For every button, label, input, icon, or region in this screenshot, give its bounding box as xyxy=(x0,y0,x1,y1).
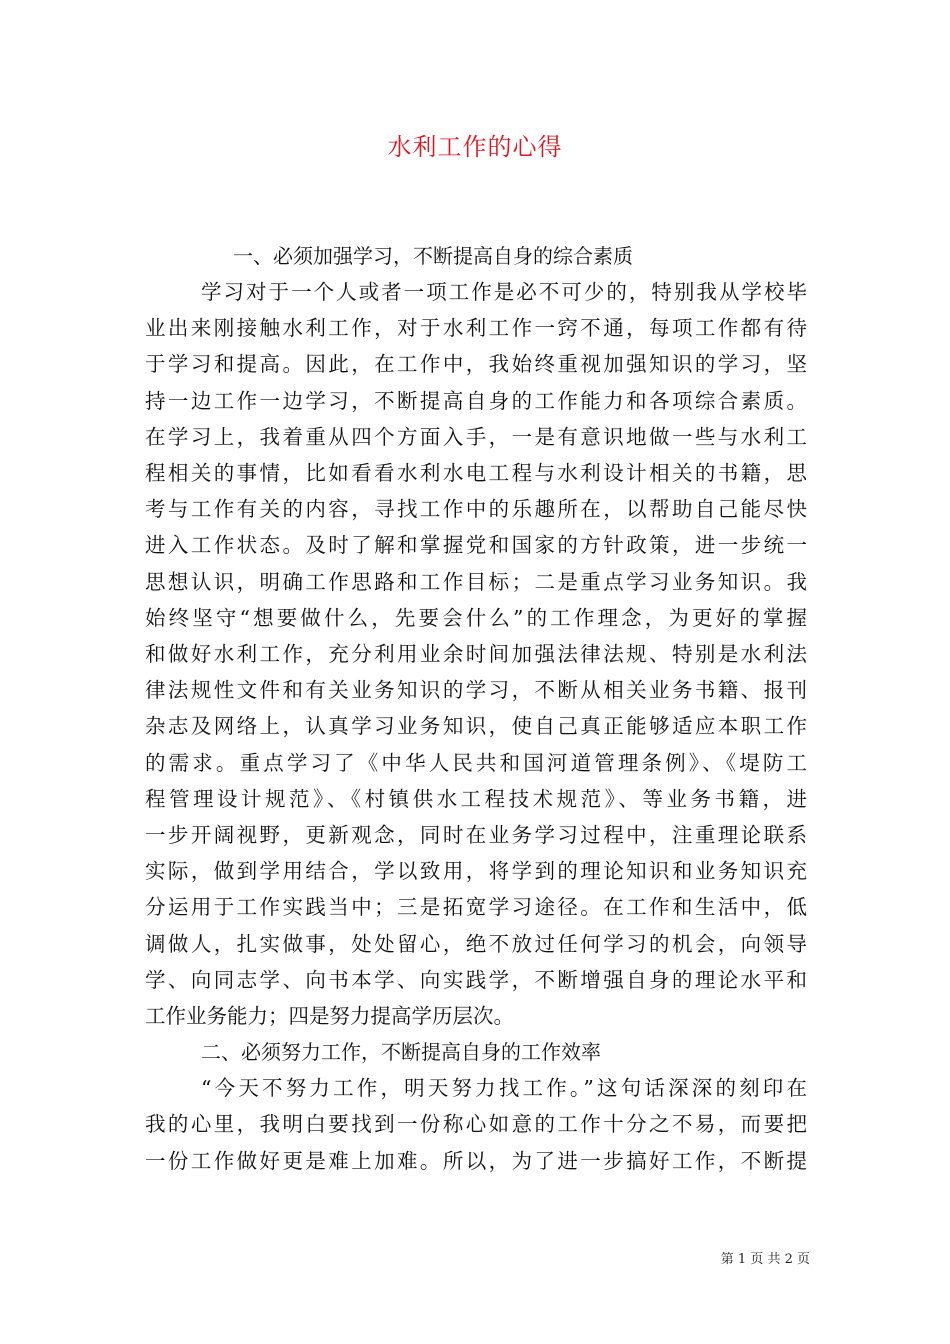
section-2-paragraph xyxy=(145,1070,807,1179)
paragraph-line: 分运用于工作实践当中；三是拓宽学习途径。在工作和生活中，低 xyxy=(145,895,807,920)
paragraph-line: “今天不努力工作，明天努力找工作。”这句话深深的刻印在 xyxy=(201,1076,807,1101)
paragraph-line: 调做人，扎实做事，处处留心，绝不放过任何学习的机会，向领导 xyxy=(145,931,807,956)
document-title: 水利工作的心得 xyxy=(387,133,563,161)
paragraph-line: 我的心里，我明白要找到一份称心如意的工作十分之不易，而要把 xyxy=(145,1112,807,1137)
paragraph-line: 思想认识，明确工作思路和工作目标；二是重点学习业务知识。我 xyxy=(145,569,807,594)
paragraph-line: 于学习和提高。因此，在工作中，我始终重视加强知识的学习，坚 xyxy=(145,352,807,377)
paragraph-line: 杂志及网络上，认真学习业务知识，使自己真正能够适应本职工作 xyxy=(145,714,807,739)
page-number-footer: 第 1 页 共 2 页 xyxy=(720,1252,810,1267)
document-body xyxy=(145,238,807,1179)
paragraph-line: 的需求。重点学习了《中华人民共和国河道管理条例》、《堤防工 xyxy=(145,750,807,775)
paragraph-line: 一份工作做好更是难上加难。所以，为了进一步搞好工作，不断提 xyxy=(145,1148,807,1173)
paragraph-line: 学习对于一个人或者一项工作是必不可少的，特别我从学校毕 xyxy=(201,280,807,304)
paragraph-line: 律法规性文件和有关业务知识的学习，不断从相关业务书籍、报刊 xyxy=(145,678,807,703)
paragraph-line: 学、向同志学、向书本学、向实践学，不断增强自身的理论水平和 xyxy=(145,967,807,992)
paragraph-line: 进入工作状态。及时了解和掌握党和国家的方针政策，进一步统一 xyxy=(145,533,807,558)
section-heading-2: 二、必须努力工作，不断提高自身的工作效率 xyxy=(201,1040,601,1065)
paragraph-line: 持一边工作一边学习，不断提高自身的工作能力和各项综合素质。 xyxy=(145,388,807,413)
section-1-paragraph xyxy=(145,274,807,1034)
paragraph-line: 工作业务能力；四是努力提高学历层次。 xyxy=(145,1004,514,1029)
paragraph-line: 实际，做到学用结合，学以致用，将学到的理论知识和业务知识充 xyxy=(145,859,807,884)
paragraph-line: 程管理设计规范》、《村镇供水工程技术规范》、等业务书籍，进 xyxy=(145,786,807,811)
paragraph-line: 一步开阔视野，更新观念，同时在业务学习过程中，注重理论联系 xyxy=(145,823,807,848)
paragraph-line: 业出来刚接触水利工作，对于水利工作一窍不通，每项工作都有待 xyxy=(145,316,807,341)
paragraph-line: 和做好水利工作，充分利用业余时间加强法律法规、特别是水利法 xyxy=(145,642,807,667)
paragraph-line: 在学习上，我着重从四个方面入手，一是有意识地做一些与水利工 xyxy=(145,424,807,449)
section-heading-1: 一、必须加强学习，不断提高自身的综合素质 xyxy=(233,244,633,268)
paragraph-line: 始终坚守“想要做什么，先要会什么”的工作理念，为更好的掌握 xyxy=(145,605,807,630)
paragraph-line: 考与工作有关的内容，寻找工作中的乐趣所在，以帮助自己能尽快 xyxy=(145,497,807,522)
paragraph-line: 程相关的事情，比如看看水利水电工程与水利设计相关的书籍，思 xyxy=(145,461,807,486)
